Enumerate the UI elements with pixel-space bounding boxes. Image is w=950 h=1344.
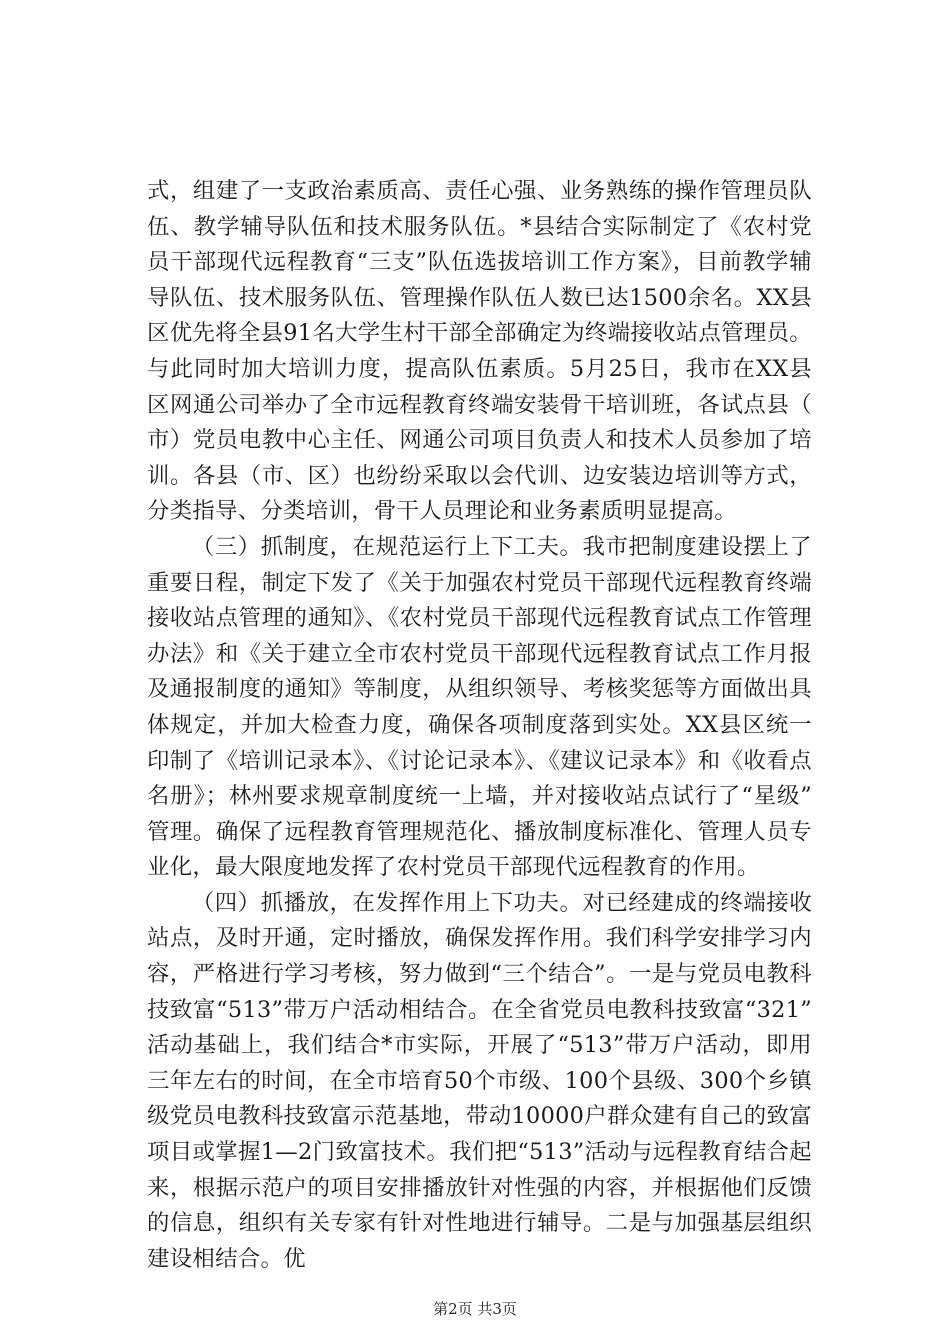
paragraph-3-broadcast: （四）抓播放，在发挥作用上下功夫。对已经建成的终端接收站点，及时开通，定时播放，确保发挥作用。我们科学安排学习内容，严格进行学习考核，努力做到“三个结合”。一是与党员电教科技致富“513”带万户活动相结合。在全省党员电教科技致富“321”活动基础上，我们结合*市实际，开展了“513”带万户活动，即用三年左右的时间，在全市培育50个市级、100个县级、300个乡镇级党员电教科技致富示范基地，带动10000户群众建有自己的致富项目或掌握1—2门致富技术。我们把“513”活动与远程教育结合起来，根据示范户的项目安排播放针对性强的内容，并根据他们反馈的信息，组织有关专家有针对性地进行辅导。二是与加强基层组织建设相结合。优 — [147, 889, 812, 1272]
page-number-footer: 第2页 共3页 — [433, 1300, 517, 1318]
paragraph-1: 式，组建了一支政治素质高、责任心强、业务熟练的操作管理员队伍、教学辅导队伍和技术服务队伍。*县结合实际制定了《农村党员干部现代远程教育“三支”队伍选拔培训工作方案》，目前教学辅导队伍、技术服务队伍、管理操作队伍人数已达1500余名。XX县区优先将全县91名大学生村干部全部确定为终端接收站点管理员。与此同时加大培训力度，提高队伍素质。5月25日，我市在XX县区网通公司举办了全市远程教育终端安装骨干培训班，各试点县（市）党员电教中心主任、网通公司项目负责人和技术人员参加了培训。各县（市、区）也纷纷采取以会代训、边安装边培训等方式，分类指导、分类培训，骨干人员理论和业务素质明显提高。 — [147, 178, 812, 525]
document-body — [147, 174, 812, 1277]
paragraph-2-system: （三）抓制度，在规范运行上下工夫。我市把制度建设摆上了重要日程，制定下发了《关于加强农村党员干部现代远程教育终端接收站点管理的通知》、《农村党员干部现代远程教育试点工作管理办法》和《关于建立全市农村党员干部现代远程教育试点工作月报及通报制度的通知》等制度，从组织领导、考核奖惩等方面做出具体规定，并加大检查力度，确保各项制度落到实处。XX县区统一印制了《培训记录本》、《讨论记录本》、《建议记录本》和《收看点名册》；林州要求规章制度统一上墙，并对接收站点试行了“星级”管理。确保了远程教育管理规范化、播放制度标准化、管理人员专业化，最大限度地发挥了农村党员干部现代远程教育的作用。 — [147, 533, 812, 881]
